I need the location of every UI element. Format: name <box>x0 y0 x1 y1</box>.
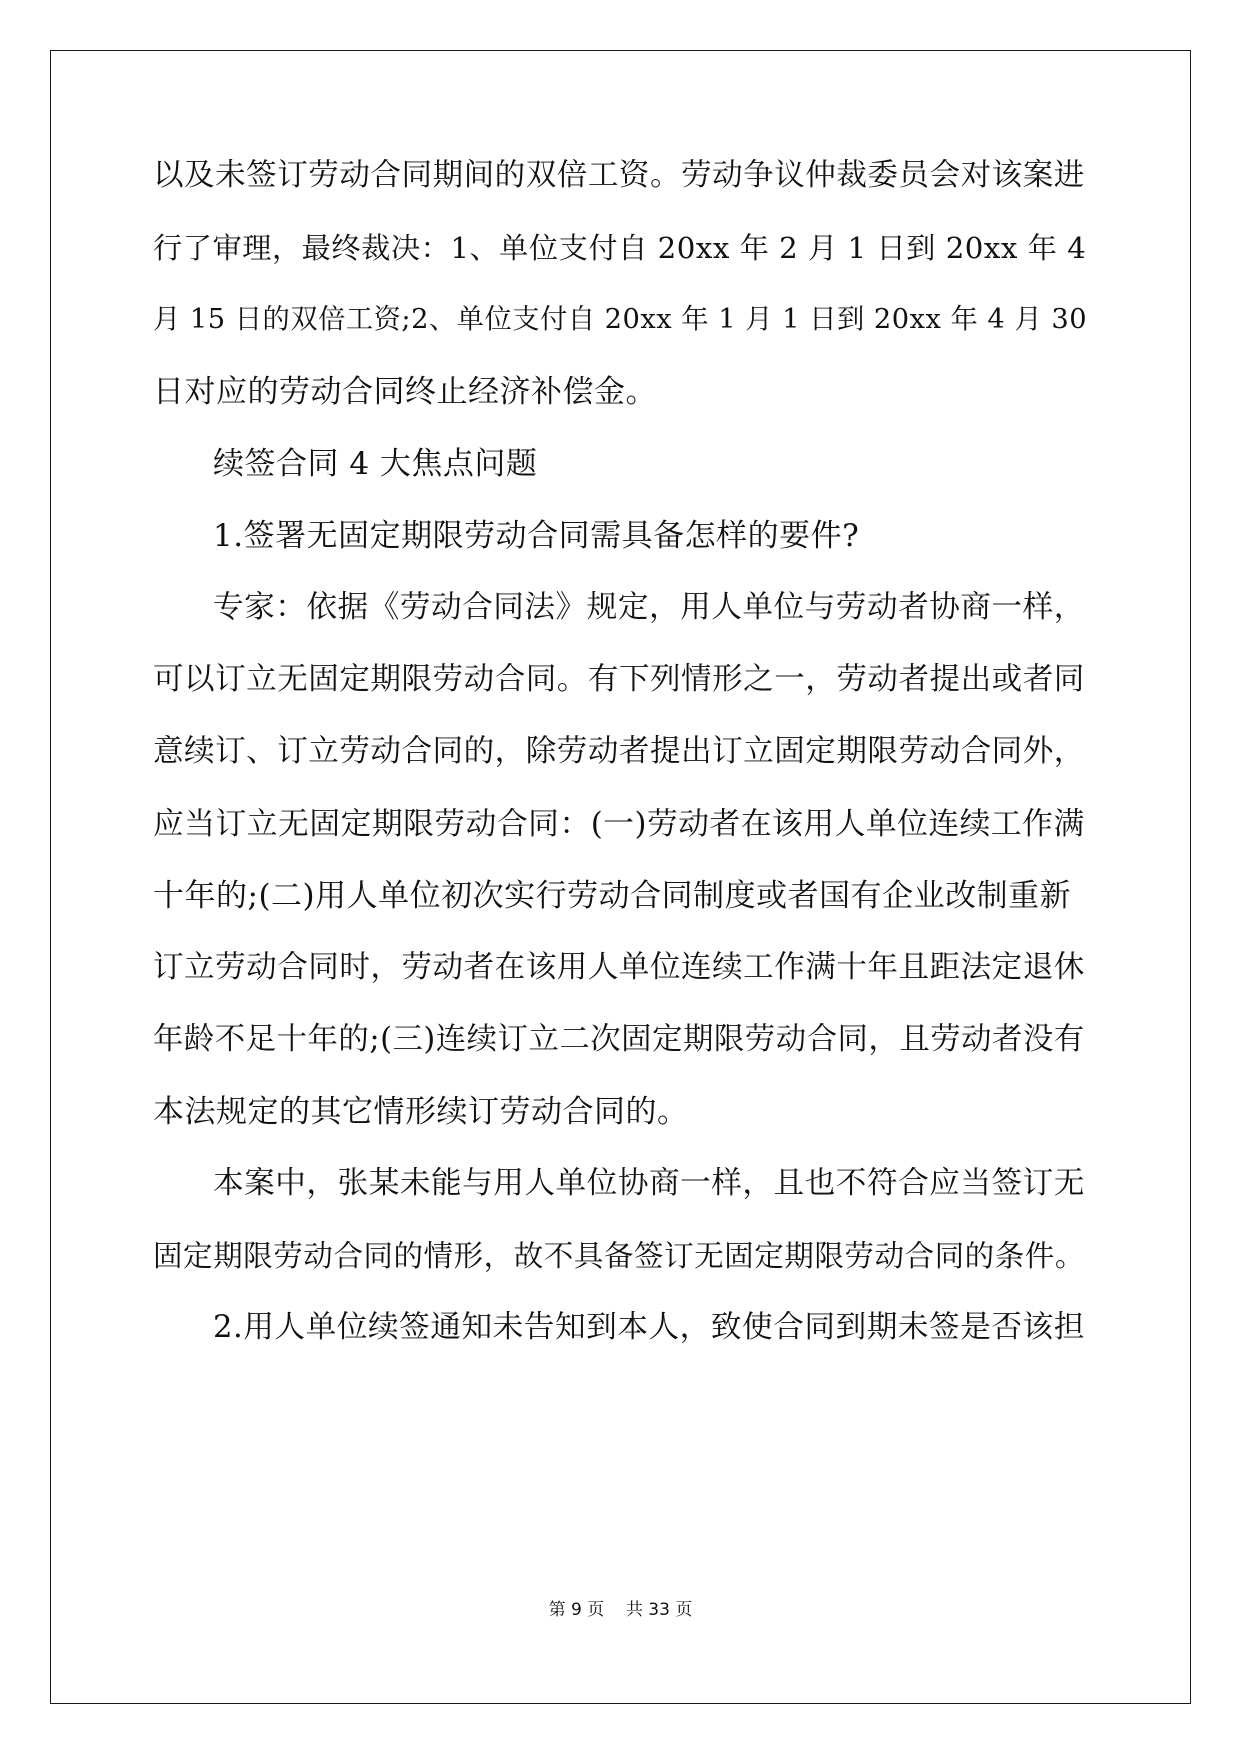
body-text-line: 固定期限劳动合同的情形，故不具备签订无固定期限劳动合同的条件。 <box>153 1239 1085 1273</box>
question-heading: 1.签署无固定期限劳动合同需具备怎样的要件? <box>213 518 860 554</box>
body-text-line: 可以订立无固定期限劳动合同。有下列情形之一，劳动者提出或者同 <box>153 662 1085 697</box>
body-text-line: 本案中，张某未能与用人单位协商一样，且也不符合应当签订无 <box>213 1166 1085 1201</box>
body-text-line: 月 15 日的双倍工资;2、单位支付自 20xx 年 1 月 1 日到 20xx 年 4 月 30 <box>153 304 1088 335</box>
body-text-line: 意续订、订立劳动合同的，除劳动者提出订立固定期限劳动合同外， <box>153 734 1085 769</box>
body-text-line: 以及未签订劳动合同期间的双倍工资。劳动争议仲裁委员会对该案进 <box>153 158 1085 193</box>
body-text-line: 日对应的劳动合同终止经济补偿金。 <box>153 374 657 410</box>
page-footer <box>0 1595 1241 1620</box>
body-text-line: 专家：依据《劳动合同法》规定，用人单位与劳动者协商一样， <box>213 590 1085 625</box>
section-heading: 续签合同 4 大焦点问题 <box>213 446 538 482</box>
body-text-line: 订立劳动合同时，劳动者在该用人单位连续工作满十年且距法定退休 <box>153 950 1085 985</box>
body-text-line: 本法规定的其它情形续订劳动合同的。 <box>153 1094 689 1130</box>
body-text-line: 十年的;(二)用人单位初次实行劳动合同制度或者国有企业改制重新 <box>153 878 1072 914</box>
question-heading: 2.用人单位续签通知未告知到本人，致使合同到期未签是否该担 <box>213 1310 1085 1345</box>
page-number: 第 9 页 共 33 页 <box>548 1600 693 1620</box>
body-text-line: 年龄不足十年的;(三)连续订立二次固定期限劳动合同，且劳动者没有 <box>153 1022 1085 1057</box>
body-text-line: 应当订立无固定期限劳动合同：(一)劳动者在该用人单位连续工作满 <box>153 806 1085 842</box>
body-text-line: 行了审理，最终裁决：1、单位支付自 20xx 年 2 月 1 日到 20xx 年 4 <box>153 231 1087 265</box>
